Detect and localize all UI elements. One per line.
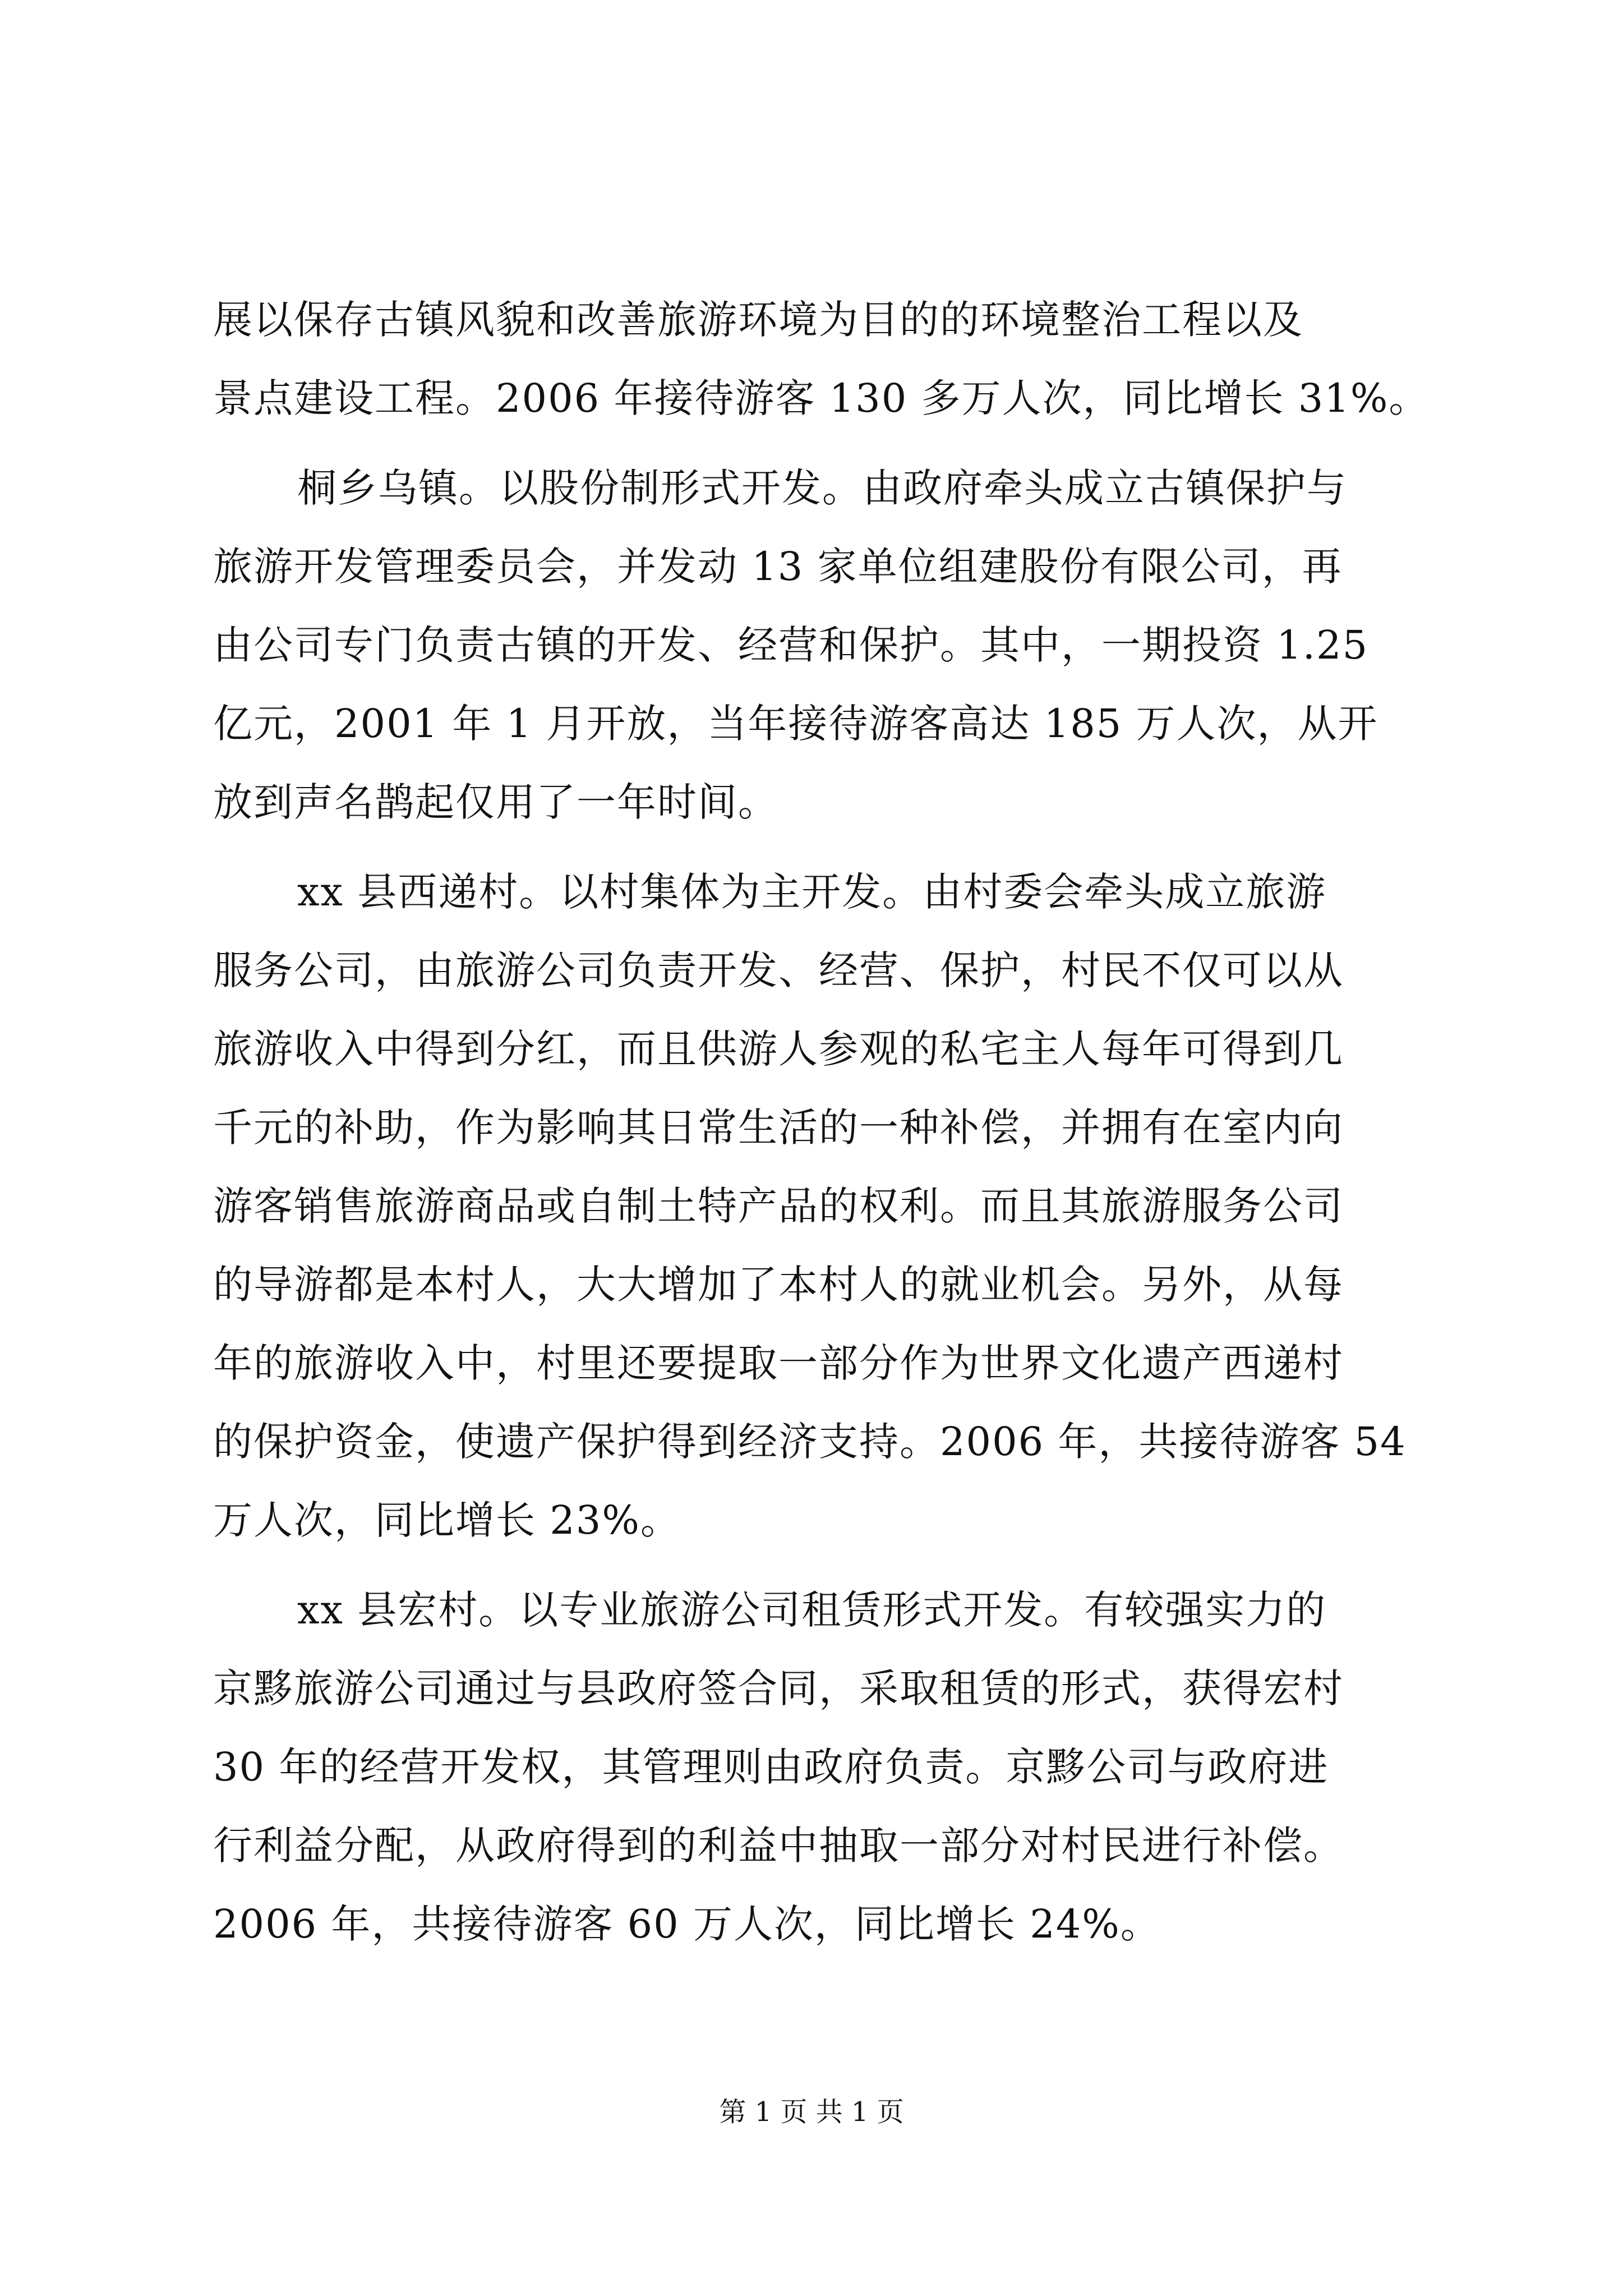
text-line: 的保护资金，使遗产保护得到经济支持。2006 年，共接待游客 54 [213, 1419, 1407, 1465]
text-line: 旅游收入中得到分红，而且供游人参观的私宅主人每年可得到几 [213, 1026, 1344, 1072]
text-line: 2006 年，共接待游客 60 万人次，同比增长 24%。 [213, 1901, 1161, 1947]
text-line: 展以保存古镇风貌和改善旅游环境为目的的环境整治工程以及 [213, 297, 1303, 343]
text-line: 由公司专门负责古镇的开发、经营和保护。其中，一期投资 1.25 [213, 622, 1369, 668]
text-line: 服务公司，由旅游公司负责开发、经营、保护，村民不仅可以从 [213, 947, 1344, 993]
paragraph-start-line: 桐乡乌镇。以股份制形式开发。由政府牵头成立古镇保护与 [297, 465, 1347, 511]
paragraph-start-line: xx 县宏村。以专业旅游公司租赁形式开发。有较强实力的 [297, 1587, 1327, 1633]
page-footer: 第 1 页 共 1 页 [719, 2096, 904, 2128]
text-line: 万人次，同比增长 23%。 [213, 1497, 681, 1543]
text-line: 年的旅游收入中，村里还要提取一部分作为世界文化遗产西递村 [213, 1340, 1344, 1386]
text-line: 放到声名鹊起仅用了一年时间。 [213, 779, 778, 825]
text-line: 旅游开发管理委员会，并发动 13 家单位组建股份有限公司，再 [213, 544, 1343, 590]
text-line: 千元的补助，作为影响其日常生活的一种补偿，并拥有在室内向 [213, 1105, 1344, 1151]
text-line: 30 年的经营开发权，其管理则由政府负责。京黟公司与政府进 [213, 1744, 1329, 1790]
text-line: 的导游都是本村人，大大增加了本村人的就业机会。另外，从每 [213, 1262, 1344, 1308]
text-line: 亿元，2001 年 1 月开放，当年接待游客高达 185 万人次，从开 [213, 701, 1378, 747]
text-line: 景点建设工程。2006 年接待游客 130 多万人次，同比增长 31%。 [213, 375, 1430, 421]
text-line: 游客销售旅游商品或自制土特产品的权利。而且其旅游服务公司 [213, 1183, 1344, 1229]
text-line: 京黟旅游公司通过与县政府签合同，采取租赁的形式，获得宏村 [213, 1665, 1344, 1711]
text-line: 行利益分配，从政府得到的利益中抽取一部分对村民进行补偿。 [213, 1823, 1344, 1869]
paragraph-start-line: xx 县西递村。以村集体为主开发。由村委会牵头成立旅游 [297, 869, 1327, 915]
